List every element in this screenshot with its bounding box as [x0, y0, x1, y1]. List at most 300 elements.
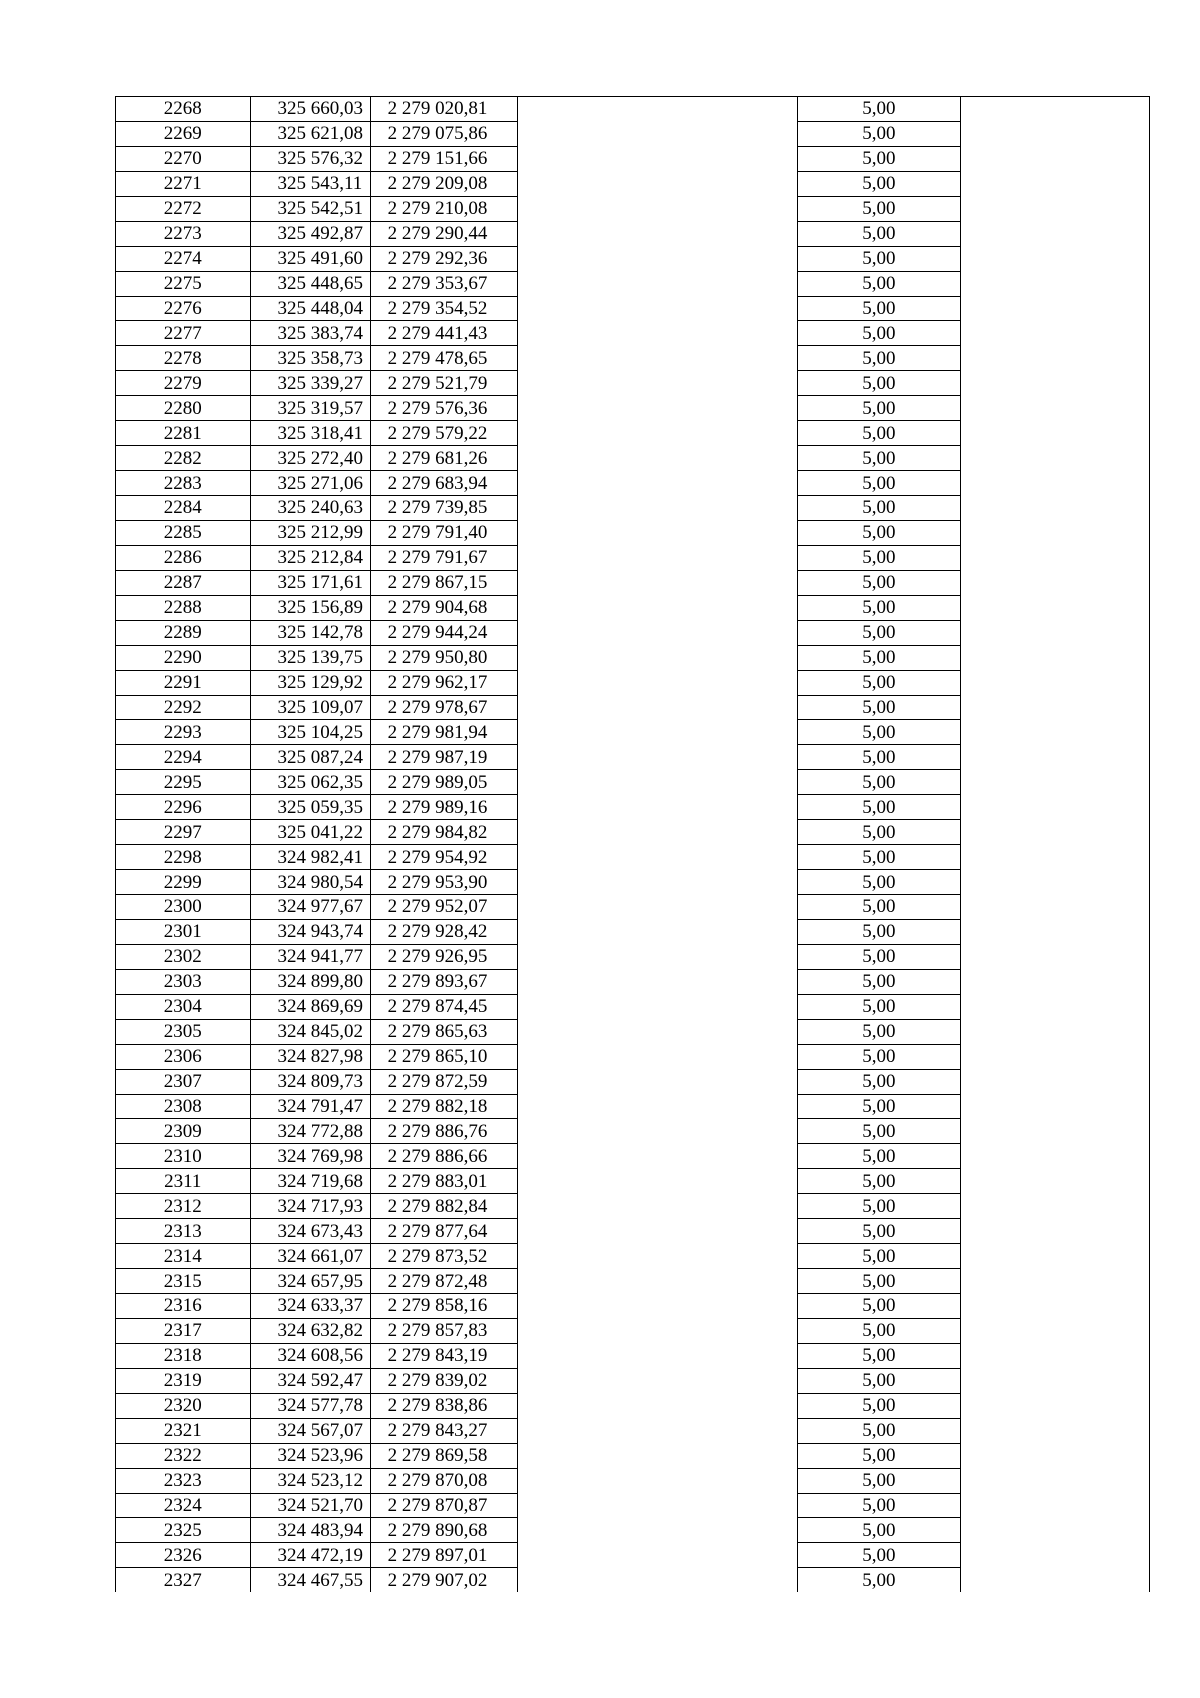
table-row	[116, 1169, 1150, 1194]
y-coordinate-cell: 2 279 882,84	[370, 1194, 518, 1219]
value-cell: 5,00	[797, 820, 960, 845]
empty-cell	[518, 745, 797, 770]
x-coordinate-cell: 325 240,63	[250, 496, 370, 521]
value-cell: 5,00	[797, 1269, 960, 1294]
empty-cell	[961, 196, 1150, 221]
value-cell: 5,00	[797, 1069, 960, 1094]
empty-cell	[518, 321, 797, 346]
x-coordinate-cell: 325 139,75	[250, 645, 370, 670]
empty-cell	[518, 1568, 797, 1592]
y-coordinate-cell: 2 279 987,19	[370, 745, 518, 770]
table-row	[116, 1518, 1150, 1543]
y-coordinate-cell: 2 279 870,08	[370, 1468, 518, 1493]
table-row	[116, 720, 1150, 745]
table-row	[116, 1393, 1150, 1418]
x-coordinate-cell: 325 212,99	[250, 520, 370, 545]
value-cell: 5,00	[797, 845, 960, 870]
point-number-cell: 2285	[116, 520, 251, 545]
y-coordinate-cell: 2 279 354,52	[370, 296, 518, 321]
y-coordinate-cell: 2 279 843,27	[370, 1418, 518, 1443]
table-row	[116, 1144, 1150, 1169]
value-cell: 5,00	[797, 221, 960, 246]
point-number-cell: 2304	[116, 994, 251, 1019]
point-number-cell: 2327	[116, 1568, 251, 1592]
x-coordinate-cell: 325 339,27	[250, 371, 370, 396]
empty-cell	[961, 770, 1150, 795]
value-cell: 5,00	[797, 895, 960, 920]
empty-cell	[518, 1318, 797, 1343]
x-coordinate-cell: 325 358,73	[250, 346, 370, 371]
table-row	[116, 1294, 1150, 1319]
point-number-cell: 2276	[116, 296, 251, 321]
value-cell: 5,00	[797, 720, 960, 745]
table-row	[116, 670, 1150, 695]
coordinates-table-body	[116, 97, 1150, 1593]
point-number-cell: 2305	[116, 1019, 251, 1044]
point-number-cell: 2308	[116, 1094, 251, 1119]
table-row	[116, 745, 1150, 770]
empty-cell	[961, 1269, 1150, 1294]
y-coordinate-cell: 2 279 926,95	[370, 944, 518, 969]
y-coordinate-cell: 2 279 865,10	[370, 1044, 518, 1069]
empty-cell	[961, 1294, 1150, 1319]
x-coordinate-cell: 325 448,65	[250, 271, 370, 296]
x-coordinate-cell: 325 212,84	[250, 545, 370, 570]
x-coordinate-cell: 325 087,24	[250, 745, 370, 770]
x-coordinate-cell: 324 577,78	[250, 1393, 370, 1418]
y-coordinate-cell: 2 279 843,19	[370, 1343, 518, 1368]
value-cell: 5,00	[797, 121, 960, 146]
table-row	[116, 1318, 1150, 1343]
table-row	[116, 1493, 1150, 1518]
empty-cell	[961, 820, 1150, 845]
value-cell: 5,00	[797, 1094, 960, 1119]
x-coordinate-cell: 325 319,57	[250, 396, 370, 421]
empty-cell	[961, 246, 1150, 271]
y-coordinate-cell: 2 279 981,94	[370, 720, 518, 745]
empty-cell	[518, 944, 797, 969]
point-number-cell: 2295	[116, 770, 251, 795]
y-coordinate-cell: 2 279 953,90	[370, 870, 518, 895]
point-number-cell: 2273	[116, 221, 251, 246]
table-row	[116, 570, 1150, 595]
empty-cell	[961, 795, 1150, 820]
table-row	[116, 944, 1150, 969]
table-row	[116, 1244, 1150, 1269]
empty-cell	[518, 146, 797, 171]
empty-cell	[961, 97, 1150, 122]
point-number-cell: 2320	[116, 1393, 251, 1418]
x-coordinate-cell: 324 977,67	[250, 895, 370, 920]
value-cell: 5,00	[797, 1119, 960, 1144]
y-coordinate-cell: 2 279 576,36	[370, 396, 518, 421]
value-cell: 5,00	[797, 645, 960, 670]
point-number-cell: 2287	[116, 570, 251, 595]
point-number-cell: 2294	[116, 745, 251, 770]
x-coordinate-cell: 325 059,35	[250, 795, 370, 820]
value-cell: 5,00	[797, 97, 960, 122]
point-number-cell: 2284	[116, 496, 251, 521]
point-number-cell: 2271	[116, 171, 251, 196]
point-number-cell: 2300	[116, 895, 251, 920]
x-coordinate-cell: 324 719,68	[250, 1169, 370, 1194]
point-number-cell: 2293	[116, 720, 251, 745]
empty-cell	[961, 1169, 1150, 1194]
empty-cell	[518, 570, 797, 595]
point-number-cell: 2326	[116, 1543, 251, 1568]
table-row	[116, 1368, 1150, 1393]
empty-cell	[518, 1119, 797, 1144]
empty-cell	[518, 919, 797, 944]
table-row	[116, 471, 1150, 496]
table-row	[116, 520, 1150, 545]
table-row	[116, 895, 1150, 920]
y-coordinate-cell: 2 279 872,59	[370, 1069, 518, 1094]
x-coordinate-cell: 325 104,25	[250, 720, 370, 745]
empty-cell	[961, 471, 1150, 496]
value-cell: 5,00	[797, 870, 960, 895]
value-cell: 5,00	[797, 321, 960, 346]
x-coordinate-cell: 324 633,37	[250, 1294, 370, 1319]
y-coordinate-cell: 2 279 151,66	[370, 146, 518, 171]
x-coordinate-cell: 325 156,89	[250, 595, 370, 620]
empty-cell	[518, 1094, 797, 1119]
empty-cell	[961, 1493, 1150, 1518]
empty-cell	[518, 221, 797, 246]
value-cell: 5,00	[797, 496, 960, 521]
empty-cell	[961, 1418, 1150, 1443]
x-coordinate-cell: 324 980,54	[250, 870, 370, 895]
value-cell: 5,00	[797, 1169, 960, 1194]
empty-cell	[518, 446, 797, 471]
value-cell: 5,00	[797, 1244, 960, 1269]
y-coordinate-cell: 2 279 292,36	[370, 246, 518, 271]
point-number-cell: 2288	[116, 595, 251, 620]
x-coordinate-cell: 325 660,03	[250, 97, 370, 122]
empty-cell	[961, 446, 1150, 471]
table-row	[116, 1019, 1150, 1044]
y-coordinate-cell: 2 279 904,68	[370, 595, 518, 620]
table-row	[116, 221, 1150, 246]
point-number-cell: 2316	[116, 1294, 251, 1319]
x-coordinate-cell: 324 809,73	[250, 1069, 370, 1094]
empty-cell	[518, 645, 797, 670]
y-coordinate-cell: 2 279 989,05	[370, 770, 518, 795]
empty-cell	[518, 795, 797, 820]
value-cell: 5,00	[797, 1493, 960, 1518]
value-cell: 5,00	[797, 171, 960, 196]
y-coordinate-cell: 2 279 867,15	[370, 570, 518, 595]
x-coordinate-cell: 324 769,98	[250, 1144, 370, 1169]
x-coordinate-cell: 325 062,35	[250, 770, 370, 795]
empty-cell	[961, 1044, 1150, 1069]
y-coordinate-cell: 2 279 978,67	[370, 695, 518, 720]
table-row	[116, 1219, 1150, 1244]
point-number-cell: 2269	[116, 121, 251, 146]
empty-cell	[961, 1094, 1150, 1119]
x-coordinate-cell: 324 521,70	[250, 1493, 370, 1518]
value-cell: 5,00	[797, 969, 960, 994]
empty-cell	[961, 1069, 1150, 1094]
empty-cell	[518, 770, 797, 795]
y-coordinate-cell: 2 279 877,64	[370, 1219, 518, 1244]
empty-cell	[518, 246, 797, 271]
y-coordinate-cell: 2 279 872,48	[370, 1269, 518, 1294]
value-cell: 5,00	[797, 1194, 960, 1219]
empty-cell	[518, 1468, 797, 1493]
y-coordinate-cell: 2 279 210,08	[370, 196, 518, 221]
x-coordinate-cell: 324 632,82	[250, 1318, 370, 1343]
point-number-cell: 2314	[116, 1244, 251, 1269]
x-coordinate-cell: 324 869,69	[250, 994, 370, 1019]
table-row	[116, 121, 1150, 146]
point-number-cell: 2289	[116, 620, 251, 645]
table-row	[116, 496, 1150, 521]
x-coordinate-cell: 325 272,40	[250, 446, 370, 471]
value-cell: 5,00	[797, 1418, 960, 1443]
x-coordinate-cell: 324 845,02	[250, 1019, 370, 1044]
value-cell: 5,00	[797, 471, 960, 496]
value-cell: 5,00	[797, 670, 960, 695]
empty-cell	[961, 1244, 1150, 1269]
y-coordinate-cell: 2 279 791,67	[370, 545, 518, 570]
empty-cell	[961, 1194, 1150, 1219]
empty-cell	[961, 1518, 1150, 1543]
x-coordinate-cell: 325 142,78	[250, 620, 370, 645]
empty-cell	[961, 845, 1150, 870]
table-row	[116, 845, 1150, 870]
table-row	[116, 1094, 1150, 1119]
y-coordinate-cell: 2 279 870,87	[370, 1493, 518, 1518]
empty-cell	[518, 1418, 797, 1443]
table-row	[116, 1269, 1150, 1294]
empty-cell	[961, 1543, 1150, 1568]
empty-cell	[961, 1318, 1150, 1343]
table-row	[116, 695, 1150, 720]
x-coordinate-cell: 325 542,51	[250, 196, 370, 221]
value-cell: 5,00	[797, 1343, 960, 1368]
point-number-cell: 2277	[116, 321, 251, 346]
x-coordinate-cell: 324 472,19	[250, 1543, 370, 1568]
y-coordinate-cell: 2 279 739,85	[370, 496, 518, 521]
value-cell: 5,00	[797, 570, 960, 595]
y-coordinate-cell: 2 279 944,24	[370, 620, 518, 645]
value-cell: 5,00	[797, 620, 960, 645]
x-coordinate-cell: 324 673,43	[250, 1219, 370, 1244]
y-coordinate-cell: 2 279 478,65	[370, 346, 518, 371]
point-number-cell: 2311	[116, 1169, 251, 1194]
empty-cell	[961, 271, 1150, 296]
x-coordinate-cell: 324 941,77	[250, 944, 370, 969]
y-coordinate-cell: 2 279 020,81	[370, 97, 518, 122]
value-cell: 5,00	[797, 446, 960, 471]
point-number-cell: 2325	[116, 1518, 251, 1543]
empty-cell	[518, 1518, 797, 1543]
x-coordinate-cell: 325 621,08	[250, 121, 370, 146]
empty-cell	[961, 1568, 1150, 1592]
table-row	[116, 346, 1150, 371]
x-coordinate-cell: 325 041,22	[250, 820, 370, 845]
value-cell: 5,00	[797, 795, 960, 820]
table-row	[116, 820, 1150, 845]
empty-cell	[961, 1219, 1150, 1244]
x-coordinate-cell: 325 171,61	[250, 570, 370, 595]
point-number-cell: 2307	[116, 1069, 251, 1094]
table-row	[116, 171, 1150, 196]
y-coordinate-cell: 2 279 893,67	[370, 969, 518, 994]
x-coordinate-cell: 324 567,07	[250, 1418, 370, 1443]
table-row	[116, 1069, 1150, 1094]
empty-cell	[961, 745, 1150, 770]
y-coordinate-cell: 2 279 869,58	[370, 1443, 518, 1468]
x-coordinate-cell: 324 899,80	[250, 969, 370, 994]
y-coordinate-cell: 2 279 886,76	[370, 1119, 518, 1144]
point-number-cell: 2278	[116, 346, 251, 371]
y-coordinate-cell: 2 279 962,17	[370, 670, 518, 695]
value-cell: 5,00	[797, 271, 960, 296]
empty-cell	[518, 196, 797, 221]
y-coordinate-cell: 2 279 579,22	[370, 421, 518, 446]
table-row	[116, 595, 1150, 620]
empty-cell	[518, 1294, 797, 1319]
table-row	[116, 1343, 1150, 1368]
value-cell: 5,00	[797, 1019, 960, 1044]
empty-cell	[518, 1443, 797, 1468]
value-cell: 5,00	[797, 695, 960, 720]
empty-cell	[518, 695, 797, 720]
empty-cell	[518, 371, 797, 396]
table-row	[116, 97, 1150, 122]
value-cell: 5,00	[797, 520, 960, 545]
empty-cell	[961, 1368, 1150, 1393]
empty-cell	[518, 1543, 797, 1568]
table-row	[116, 1543, 1150, 1568]
value-cell: 5,00	[797, 371, 960, 396]
point-number-cell: 2299	[116, 870, 251, 895]
y-coordinate-cell: 2 279 928,42	[370, 919, 518, 944]
empty-cell	[518, 1194, 797, 1219]
x-coordinate-cell: 325 129,92	[250, 670, 370, 695]
table-row	[116, 371, 1150, 396]
y-coordinate-cell: 2 279 989,16	[370, 795, 518, 820]
y-coordinate-cell: 2 279 839,02	[370, 1368, 518, 1393]
empty-cell	[961, 520, 1150, 545]
empty-cell	[961, 221, 1150, 246]
value-cell: 5,00	[797, 146, 960, 171]
empty-cell	[961, 1468, 1150, 1493]
empty-cell	[518, 496, 797, 521]
empty-cell	[518, 845, 797, 870]
y-coordinate-cell: 2 279 075,86	[370, 121, 518, 146]
point-number-cell: 2324	[116, 1493, 251, 1518]
value-cell: 5,00	[797, 296, 960, 321]
value-cell: 5,00	[797, 944, 960, 969]
empty-cell	[961, 496, 1150, 521]
empty-cell	[961, 720, 1150, 745]
table-row	[116, 321, 1150, 346]
point-number-cell: 2297	[116, 820, 251, 845]
empty-cell	[518, 271, 797, 296]
table-row	[116, 271, 1150, 296]
y-coordinate-cell: 2 279 791,40	[370, 520, 518, 545]
point-number-cell: 2319	[116, 1368, 251, 1393]
empty-cell	[518, 471, 797, 496]
empty-cell	[961, 421, 1150, 446]
table-row	[116, 795, 1150, 820]
value-cell: 5,00	[797, 1294, 960, 1319]
empty-cell	[518, 1044, 797, 1069]
empty-cell	[518, 820, 797, 845]
table-row	[116, 1119, 1150, 1144]
y-coordinate-cell: 2 279 952,07	[370, 895, 518, 920]
empty-cell	[518, 121, 797, 146]
value-cell: 5,00	[797, 1443, 960, 1468]
y-coordinate-cell: 2 279 857,83	[370, 1318, 518, 1343]
empty-cell	[518, 1144, 797, 1169]
y-coordinate-cell: 2 279 858,16	[370, 1294, 518, 1319]
value-cell: 5,00	[797, 1219, 960, 1244]
empty-cell	[961, 396, 1150, 421]
empty-cell	[518, 1343, 797, 1368]
x-coordinate-cell: 325 543,11	[250, 171, 370, 196]
y-coordinate-cell: 2 279 873,52	[370, 1244, 518, 1269]
table-row	[116, 1443, 1150, 1468]
empty-cell	[961, 1393, 1150, 1418]
table-row	[116, 246, 1150, 271]
y-coordinate-cell: 2 279 883,01	[370, 1169, 518, 1194]
value-cell: 5,00	[797, 196, 960, 221]
value-cell: 5,00	[797, 396, 960, 421]
y-coordinate-cell: 2 279 290,44	[370, 221, 518, 246]
empty-cell	[518, 1244, 797, 1269]
empty-cell	[518, 1019, 797, 1044]
value-cell: 5,00	[797, 1393, 960, 1418]
y-coordinate-cell: 2 279 984,82	[370, 820, 518, 845]
x-coordinate-cell: 324 791,47	[250, 1094, 370, 1119]
value-cell: 5,00	[797, 1568, 960, 1592]
empty-cell	[518, 421, 797, 446]
point-number-cell: 2317	[116, 1318, 251, 1343]
x-coordinate-cell: 325 271,06	[250, 471, 370, 496]
empty-cell	[961, 994, 1150, 1019]
point-number-cell: 2282	[116, 446, 251, 471]
point-number-cell: 2301	[116, 919, 251, 944]
empty-cell	[518, 1269, 797, 1294]
table-row	[116, 969, 1150, 994]
y-coordinate-cell: 2 279 441,43	[370, 321, 518, 346]
value-cell: 5,00	[797, 770, 960, 795]
empty-cell	[518, 97, 797, 122]
point-number-cell: 2268	[116, 97, 251, 122]
table-row	[116, 446, 1150, 471]
empty-cell	[518, 720, 797, 745]
x-coordinate-cell: 324 608,56	[250, 1343, 370, 1368]
x-coordinate-cell: 324 592,47	[250, 1368, 370, 1393]
x-coordinate-cell: 325 318,41	[250, 421, 370, 446]
empty-cell	[518, 994, 797, 1019]
empty-cell	[518, 296, 797, 321]
empty-cell	[961, 620, 1150, 645]
empty-cell	[518, 1493, 797, 1518]
value-cell: 5,00	[797, 1543, 960, 1568]
x-coordinate-cell: 324 661,07	[250, 1244, 370, 1269]
table-row	[116, 296, 1150, 321]
empty-cell	[961, 1443, 1150, 1468]
empty-cell	[961, 595, 1150, 620]
x-coordinate-cell: 324 943,74	[250, 919, 370, 944]
value-cell: 5,00	[797, 1044, 960, 1069]
table-row	[116, 620, 1150, 645]
